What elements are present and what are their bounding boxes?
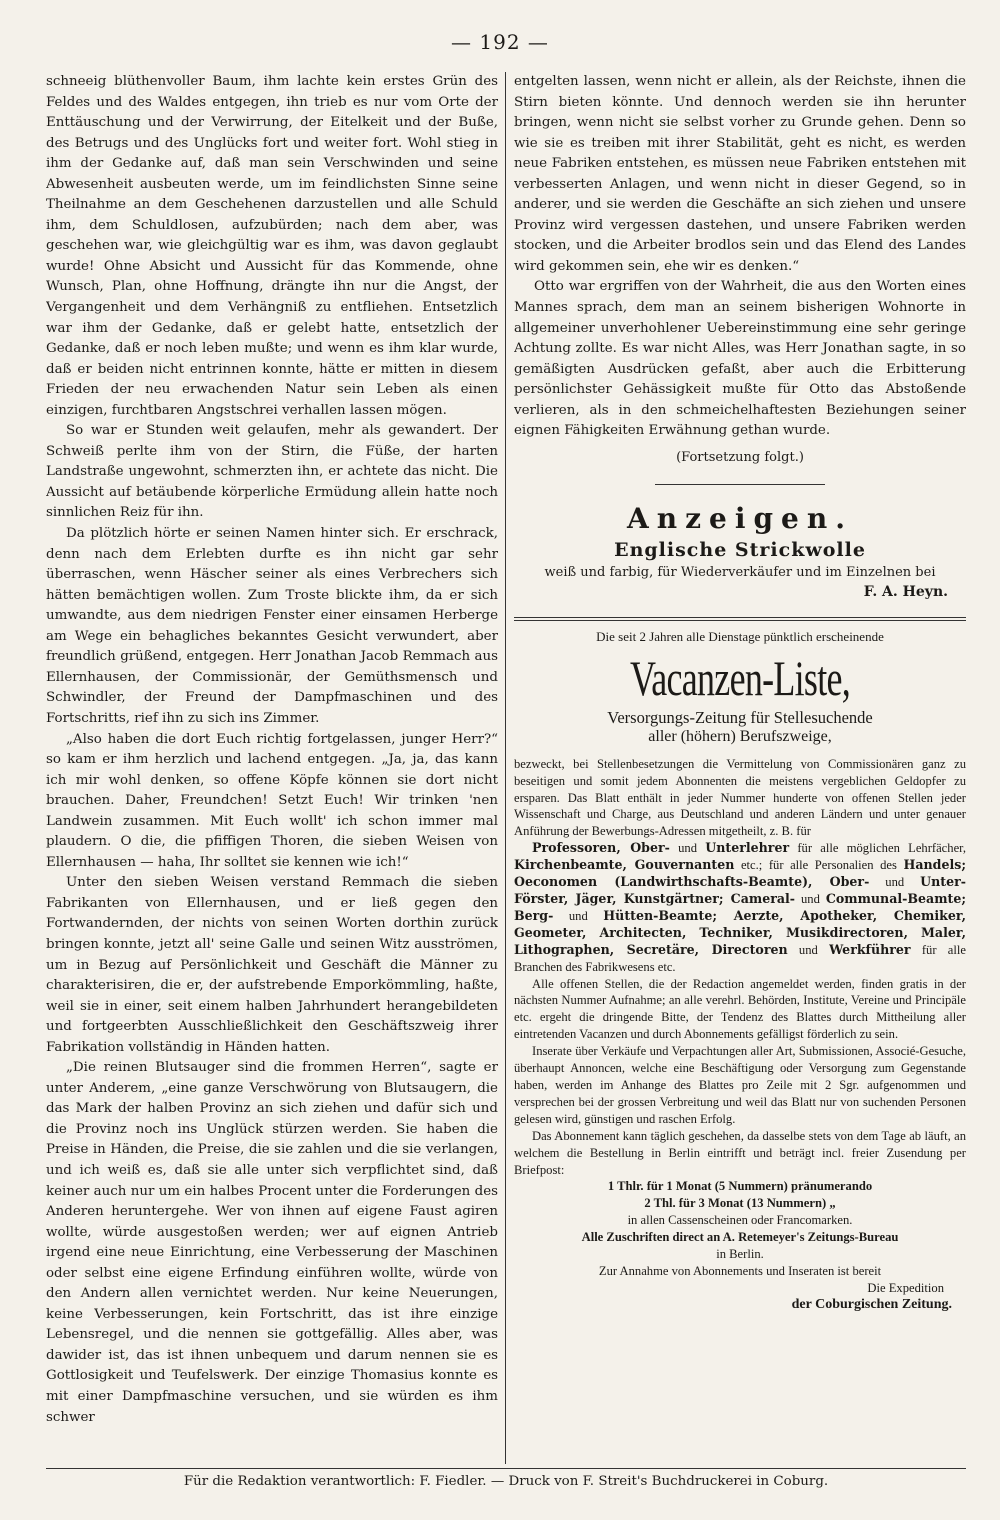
vacancy-ad-professions <box>514 840 966 975</box>
vacancy-ad-title: Vacanzen-Liste, <box>629 649 851 706</box>
left-paragraph: So war er Stunden weit gelaufen, mehr als gewandert. Der Schweiß perlte ihm von der Stirn, die Füße, der harten Landstraße ungewohnt, schmerzten ihn, er achtete das nicht. Die Aussicht auf betäubende körperliche Ermüdung allein hatte noch sinnlichen Reiz für ihn. <box>46 423 498 521</box>
profession-term: Werkführer <box>829 941 911 957</box>
vacancy-ad-price-2: 2 Thl. für 3 Monat (13 Nummern) „ <box>644 1196 836 1211</box>
vacancy-ad-acceptance: Zur Annahme von Abonnements und Inseraten ist bereit <box>598 1263 882 1278</box>
footer-rule <box>46 1468 966 1469</box>
vacancy-ad-free-listing: Alle offenen Stellen, die der Redaction angemeldet werden, finden gratis in der nächsten Nummer Aufnahme; an alle verehrl. Behörden, Institute, Vereine und Principäle etc. ergeht die dringende Bitte, der Tendenz des Blattes durch Mittheilung aller eintretenden Vacanzen und durch Abonnements gefälligst förderlich zu sein. <box>514 976 966 1042</box>
right-column <box>514 72 966 1464</box>
vacancy-ad-intro: Die seit 2 Jahren alle Dienstage pünktlich erscheinende <box>596 629 884 645</box>
left-paragraph: Da plötzlich hörte er seinen Namen hinter sich. Er erschrack, denn nach dem Erlebten durfte es ihn nicht gar sehr überraschen, wenn Häscher seiner als eines Verbrechers sich hätten bemächtigen wollen. Zum Troste blickte ihm, da er sich umwandte, aus dem niedrigen Fenster einer einsamen Herberge am Wege ein behagliches bekanntes Gesicht verwundert, aber freundlich grüßend, entgegen. Herr Jonathan Jacob Remmach aus Ellernhausen, der Commissionär, der Gemüthsmensch und Schwindler, der Freund der Dampfmaschinen und des Fortschritts, rief ihn zu sich ins Zimmer. <box>46 526 498 726</box>
vacancy-ad-purpose: bezweckt, bei Stellenbesetzungen die Vermittelung von Commissionären ganz zu beseitigen und somit jedem Abonnenten die meistens vergeblichen Geldopfer zu ersparen. Das Blatt enthält in jeder Nummer hunderte von offenen Stellen jeder Wissenschaft und Charge, aus Deutschland und anderen Ländern und unter genauer Anführung der Bewerbungs-Adressen mitgetheilt, z. B. für <box>514 756 966 839</box>
profession-connector: und <box>869 875 921 890</box>
profession-connector: etc.; für alle Personalien des <box>734 858 904 873</box>
vacancy-ad-price-1: 1 Thlr. für 1 Monat (5 Nummern) pränumerando <box>607 1179 873 1194</box>
profession-term: Unterlehrer <box>705 840 790 856</box>
knitting-wool-ad <box>514 540 966 603</box>
vacancy-ad-expedition: Die Expedition <box>867 1280 944 1295</box>
left-paragraph: Unter den sieben Weisen verstand Remmach die sieben Fabrikanten von Ellernhausen, und er ließ gegen den Fortwandernden, der nichts von seinen Worten dorthin zurück bringen konnte, jetzt all' seine Galle und seinen Witz ausströmen, um in Bezug auf Persönlichkeit und Geschäft die Männer zu charakterisiren, die er, der aufstrebende Emporkömmling, haßte, weil sie in einer, seit einem halben Jahrhundert herangebildeten und fortgeerbten Ausschließlichkeit den Geschäftszweig ihrer Fabrikation vollständig in Händen hatten. <box>46 875 498 1055</box>
left-paragraph: schneeig blüthenvoller Baum, ihm lachte kein erstes Grün des Feldes und des Waldes entgegen, ihn trieb es nur vom Orte der Enttäuschung und der Verwirrung, der Eitelkeit und der Buße, des Betrugs und des Unglücks fort und weiter fort. Wohl stieg in ihm der Gedanke auf, daß man sein Verschwinden und seine Abwesenheit ausbeuten werde, um im feindlichsten Sinne seine Theilnahme an dem Geschehenen darzustellen und alle Schuld ihm, dem Schuldlosen, aufzubürden; nach dem aber, was geschehen war, wie gleichgültig war es ihm, was davon geglaubt wurde! Ohne Absicht und Aussicht für das Kommende, ohne Wunsch, Plan, ohne Hoffnung, drängte ihn nur die Angst, der Vergangenheit und dem Verhängniß zu entfliehen. Entsetzlich war ihm der Gedanke, daß er gelebt hatte, entsetzlich der Gedanke, daß er noch leben mußte; und wenn es ihm klar wurde, daß er beiden nicht entrinnen konnte, hätte er mitten in diesem Frieden der neu erwachenden Natur sein Leben als einen einzigen, furchtbaren Angstschrei verhallen lassen mögen. <box>46 74 498 418</box>
right-paragraph: Otto war ergriffen von der Wahrheit, die aus den Worten eines Mannes sprach, dem man an seinem bisherigen Wohnorte in allgemeiner unverhohlener Uebereinstimmung eine sehr geringe Achtung zollte. Es war nicht Alles, was Herr Jonathan sagte, in so gemäßigten Ausdrücken gefaßt, aber auch die Erbitterung persönlichster Gehässigkeit mußte für Otto das Abstoßende verlieren, als in den schmeichelhaftesten Beziehungen seiner eignen Fähigkeiten Erwähnung gethan wurde. <box>514 279 966 439</box>
vacancy-ad-inserate: Inserate über Verkäufe und Verpachtungen aller Art, Submissionen, Associé-Gesuche, überhaupt Annoncen, welche eine Beschäftigung oder Versorgung zum Gegenstande haben, werden im Anhange des Blattes pro Zeile mit 2 Sgr. aufgenommen und versprechen bei der grossen Verbreitung und weil das Blatt nur von suchenden Personen gelesen wird, günstigen und raschen Erfolg. <box>514 1044 966 1126</box>
vacancy-ad-payment: in allen Cassenscheinen oder Francomarken. <box>627 1213 853 1228</box>
vacancy-ad-address: Alle Zuschriften direct an A. Retemeyer's Zeitungs-Bureau <box>581 1230 899 1245</box>
profession-connector: und <box>795 892 826 906</box>
right-paragraph: entgelten lassen, wenn nicht er allein, als der Reichste, ihnen die Stirn bieten könnte. Und dennoch werden sie ihn herunter bringen, wenn nicht sie selbst vorher zu Grunde gehen. Denn so wie sie es treiben mit ihrer Stabilität, geht es nicht, es werden neue Fabriken entstehen, es müssen neue Fabriken entstehen mit verbesserten Anlagen, und wenn nicht in dieser Gegend, so in anderer, und sie werden die Geschäfte an sich ziehen und unsere Provinz wird vergessen dastehen, und unsere Fabriken werden stocken, und die Arbeiter brodlos sein und das Elend des Landes wird gekommen sein, ehe wir es denken.“ <box>514 74 966 274</box>
profession-connector: und <box>553 908 604 923</box>
vacancy-ad-subtitle-professions: aller (höhern) Berufszweige, <box>648 727 832 745</box>
vacancy-ad-address-city: in Berlin. <box>716 1247 764 1262</box>
profession-term: Professoren, Ober- <box>532 840 670 856</box>
knitting-ad-body: weiß und farbig, für Wiederverkäufer und im Einzelnen bei <box>544 565 936 581</box>
profession-term: Unter-Förster, Jäger, Kunstgärtner; Cameral- <box>514 874 966 906</box>
profession-term: Communal-Beamte; Berg- <box>514 891 966 923</box>
vacancy-ad-subtitle: Versorgungs-Zeitung für Stellesuchende <box>607 707 873 727</box>
vacancy-ad-newspaper: der Coburgischen Zeitung. <box>791 1296 952 1312</box>
profession-connector: für alle Branchen des Fabrikwesens etc. <box>514 942 966 974</box>
knitting-ad-title: Englische Strickwolle <box>614 538 866 561</box>
left-column <box>46 72 498 1464</box>
ad-divider <box>514 617 966 621</box>
left-paragraph: „Also haben die dort Euch richtig fortgelassen, junger Herr?“ so kam er ihm herzlich und lachend entgegen. „Ja, ja, das kann ich mir wohl denken, so offene Köpfe können sie dort nicht brauchen. Daher, Freundchen! Setzt Euch! Wir trinken 'nen Landwein zusammen. Mit Euch wollt' ich schon immer mal plaudern. O die, die pfiffigen Thoren, die sieben Weisen von Ellernhausen — haha, Ihr solltet sie kennen wie ich!“ <box>46 731 498 870</box>
vacancy-list-ad <box>514 629 966 1314</box>
profession-term: Hütten-Beamte; Aerzte, Apotheker, Chemiker, Geometer, Architecten, Techniker, Musikdirectoren, Maler, Lithographen, Secretäre, Directoren <box>514 907 966 957</box>
profession-connector: und <box>787 942 830 957</box>
vacancy-ad-subscription: Das Abonnement kann täglich geschehen, da dasselbe stets von dem Tage ab läuft, an welchem die Bestellung in Berlin eintrifft und beträgt incl. freier Zusendung per Briefpost: <box>514 1128 966 1177</box>
section-divider <box>655 484 825 485</box>
left-paragraph: „Die reinen Blutsauger sind die frommen Herren“, sagte er unter Anderem, „eine ganze Verschwörung von Blutsaugern, die das Mark der halben Provinz an sich ziehen und dafür sich und die Provinz noch ins Unglück stürzen werden. Sie haben die Preise in Händen, die Preise, die sie zahlen und die sie verlangen, und ich weiß es, daß sie alle unter sich verpflichtet sind, daß keiner auch nur um ein halbes Procent unter die Forderungen des Anderen heruntergehe. Wer von ihnen auf eigene Faust agiren wollte, würde ausgestoßen werden; wer auf eignen Antrieb irgend eine neue Einrichtung, eine Verbesserung der Maschinen oder selbst eine eigene Erfindung einführen wollte, würde von den Andern allen vernichtet werden. Nur keine Neuerungen, keine Verbesserungen, kein Fortschritt, das ist ihre einzige Lebensregel, und die nennen sie gottgefällig. Alles aber, was dawider ist, das ist ihnen unbequem und darum nennen sie es Gottlosigkeit und Teufelswerk. Der einzige Thomasius konnte es mit einer Dampfmaschine versuchen, und sie würden es ihm schwer <box>46 1060 498 1425</box>
ads-heading: Anzeigen. <box>627 502 853 536</box>
profession-connector: für alle möglichen Lehrfächer, <box>789 841 966 856</box>
page-number: — 192 — <box>451 30 549 54</box>
profession-connector: und <box>669 841 706 856</box>
profession-term: Kirchenbeamte, Gouvernanten <box>514 857 735 873</box>
continuation-note: (Fortsetzung folgt.) <box>676 449 804 465</box>
story-continuation <box>514 72 966 442</box>
profession-term: Handels; Oeconomen (Landwirthschafts-Beamte), Ober- <box>514 857 966 890</box>
column-divider <box>505 72 506 1464</box>
imprint-footer: Für die Redaktion verantwortlich: F. Fiedler. — Druck von F. Streit's Buchdruckerei in Coburg. <box>183 1474 829 1489</box>
knitting-ad-signer: F. A. Heyn. <box>863 584 948 601</box>
